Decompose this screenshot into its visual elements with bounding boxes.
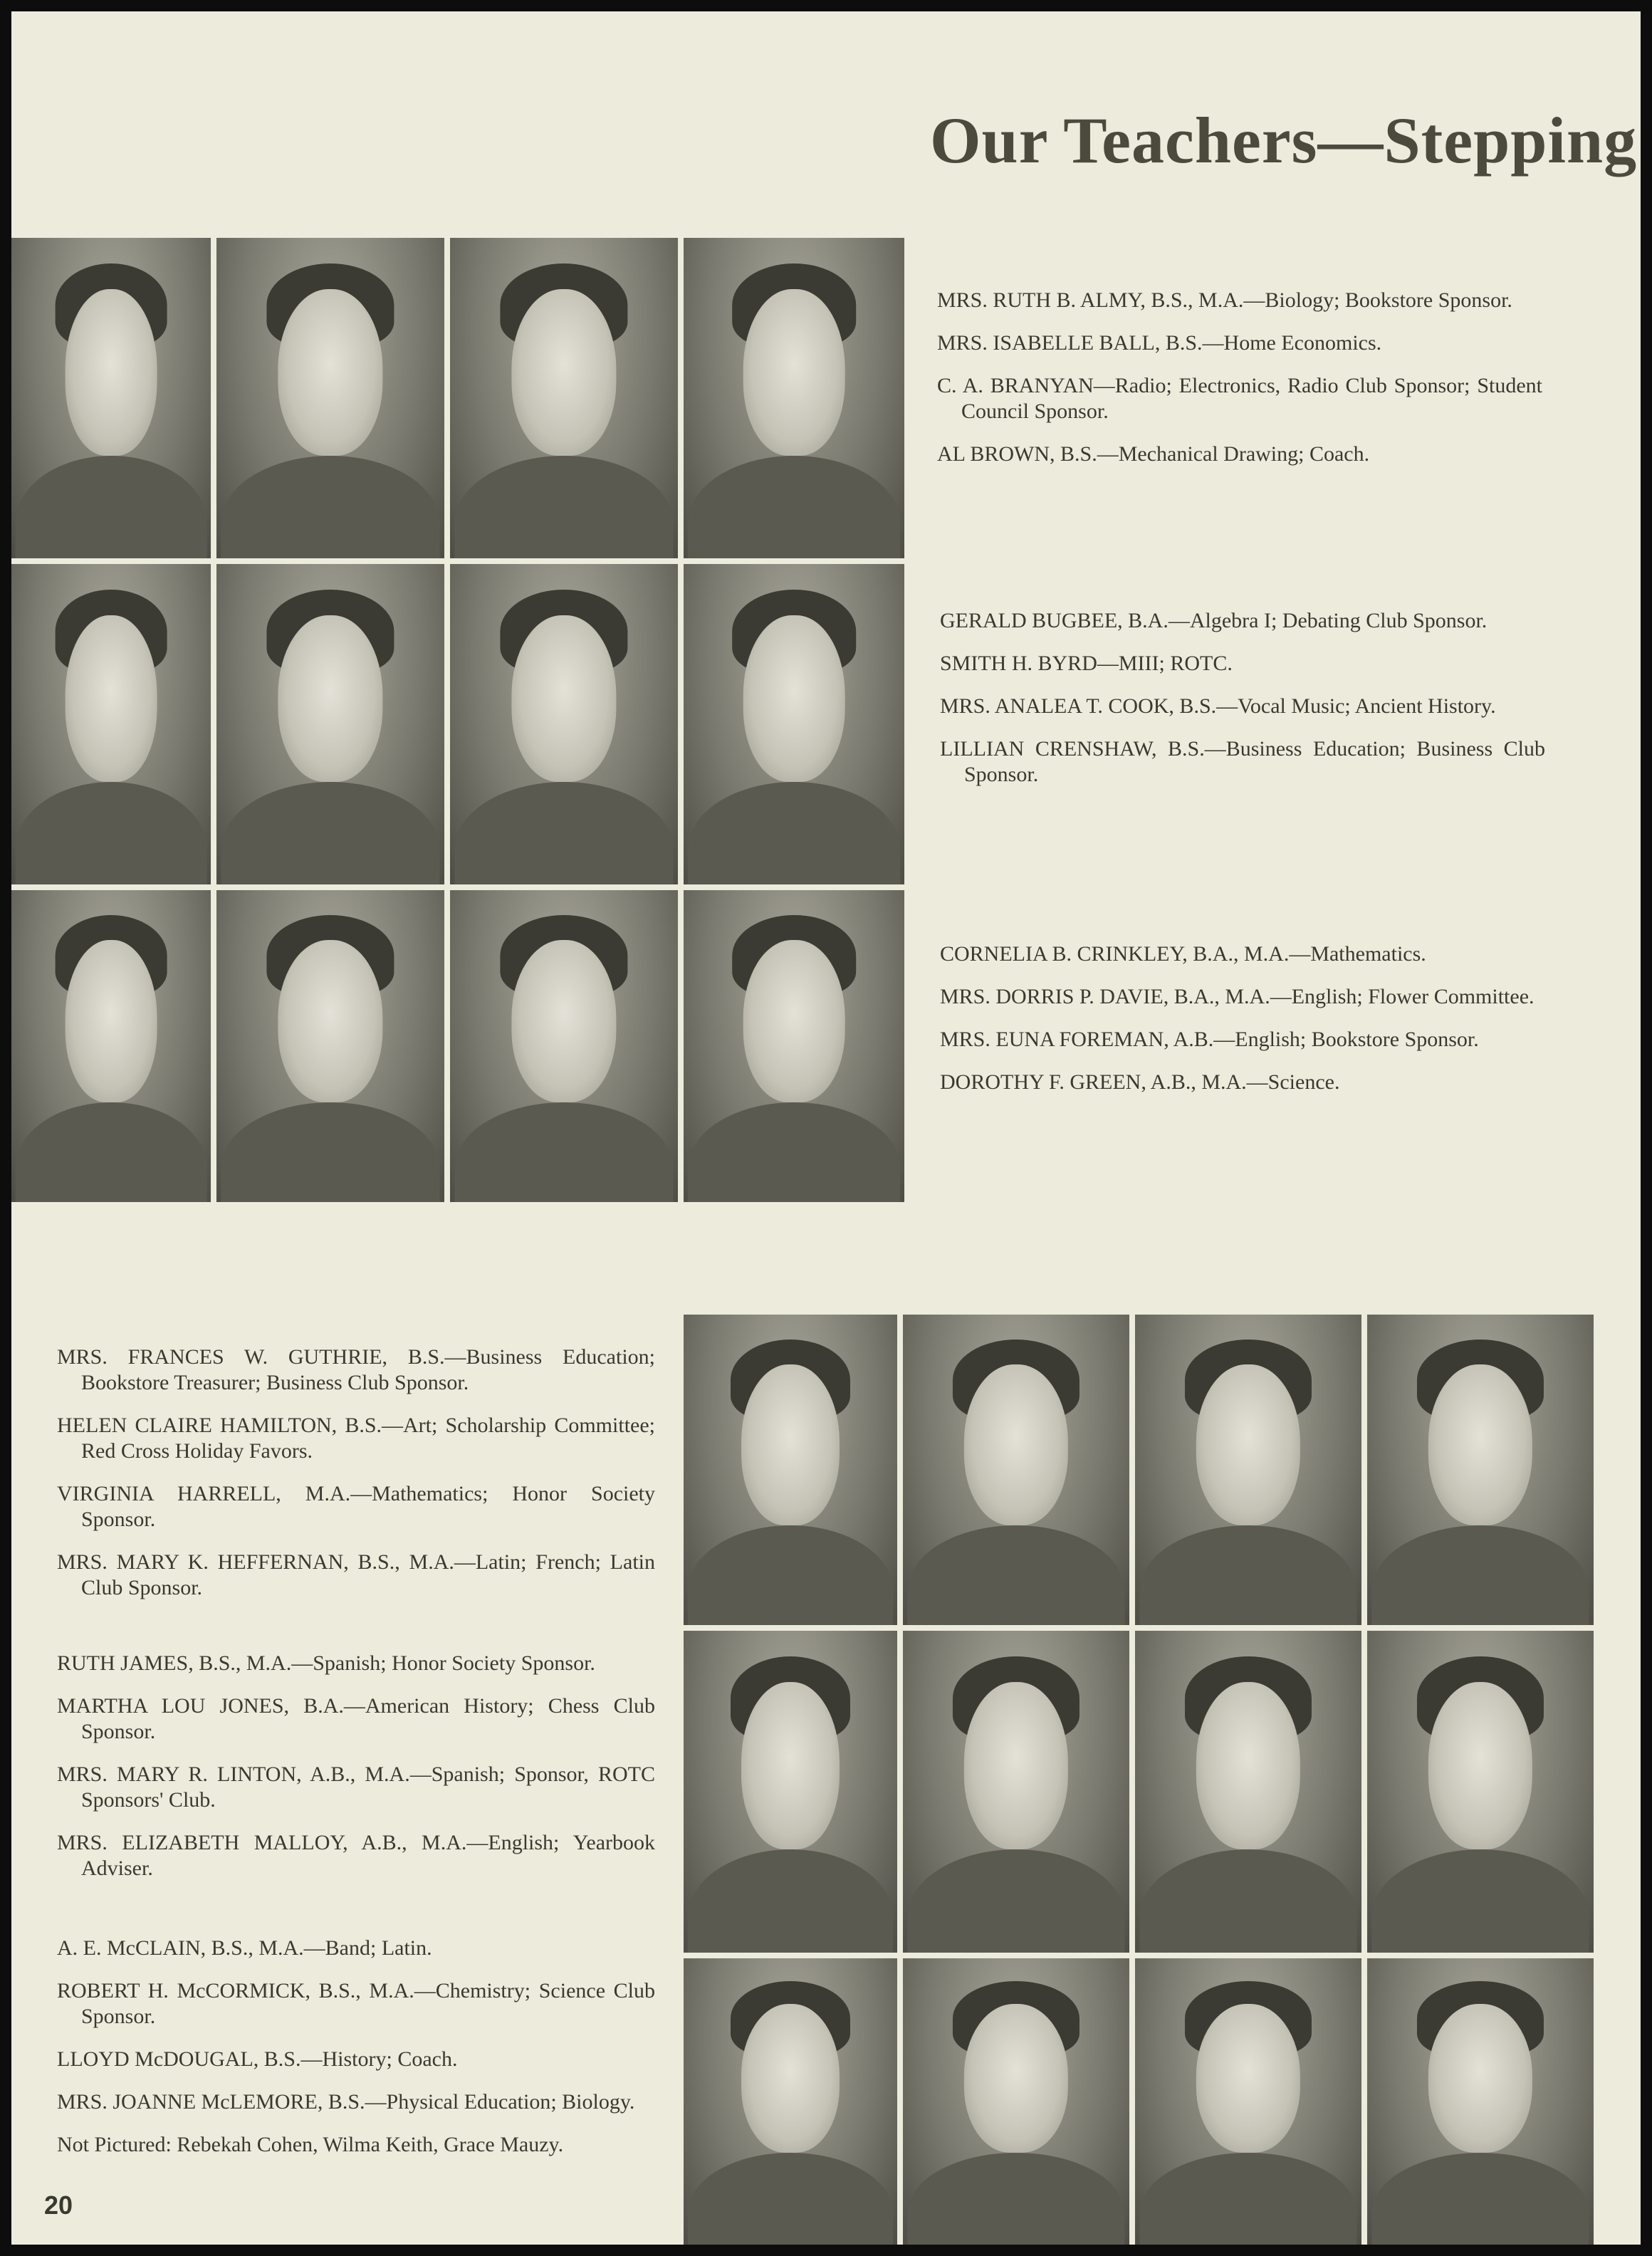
teacher-entry: DOROTHY F. GREEN, A.B., M.A.—Science. [940,1070,1340,1094]
teacher-entry: RUTH JAMES, B.S., M.A.—Spanish; Honor Society Sponsor. [57,1651,595,1675]
portrait-photo [450,564,678,884]
lower-caption-group-1 [57,1344,655,1601]
portrait-photo [1367,1315,1594,1625]
teacher-entry: MARTHA LOU JONES, B.A.—American History; Chess Club Sponsor. [57,1694,655,1743]
portrait-photo [216,238,444,558]
portrait-photo [903,1631,1129,1953]
teacher-entry: LLOYD McDOUGAL, B.S.—History; Coach. [57,2047,458,2071]
teacher-entry: SMITH H. BYRD—MIII; ROTC. [940,652,1233,675]
portrait-photo [684,238,904,558]
portrait-photo [684,1631,897,1953]
teacher-entry: MRS. ELIZABETH MALLOY, A.B., M.A.—English; Yearbook Adviser. [57,1831,655,1880]
upper-caption-group-2 [940,608,1545,788]
yearbook-page [11,11,1641,2245]
portrait-photo [903,1315,1129,1625]
teacher-entry: MRS. ANALEA T. COOK, B.S.—Vocal Music; Ancient History. [940,694,1496,718]
portrait-photo [11,890,211,1202]
portrait-photo [1135,1631,1361,1953]
teacher-entry: MRS. EUNA FOREMAN, A.B.—English; Bookstore Sponsor. [940,1028,1479,1051]
portrait-photo [11,238,211,558]
teacher-entry: GERALD BUGBEE, B.A.—Algebra I; Debating Club Sponsor. [940,609,1488,632]
lower-caption-group-3 [57,1936,655,2158]
not-pictured-note: Not Pictured: Rebekah Cohen, Wilma Keith, Grace Mauzy. [57,2133,564,2156]
teacher-entry: MRS. MARY R. LINTON, A.B., M.A.—Spanish; Sponsor, ROTC Sponsors' Club. [57,1762,655,1812]
portrait-photo [1367,1958,1594,2245]
teacher-entry: ROBERT H. McCORMICK, B.S., M.A.—Chemistry; Science Club Sponsor. [57,1979,655,2028]
upper-caption-group-3 [940,941,1545,1095]
upper-portrait-grid [11,238,904,1202]
portrait-photo [903,1958,1129,2245]
portrait-photo [450,238,678,558]
teacher-entry: HELEN CLAIRE HAMILTON, B.S.—Art; Scholarship Committee; Red Cross Holiday Favors. [57,1414,655,1463]
teacher-entry: AL BROWN, B.S.—Mechanical Drawing; Coach. [937,442,1370,466]
portrait-photo [684,1315,897,1625]
teacher-entry: A. E. McCLAIN, B.S., M.A.—Band; Latin. [57,1936,432,1960]
teacher-entry: LILLIAN CRENSHAW, B.S.—Business Education; Business Club Sponsor. [940,737,1545,786]
lower-caption-group-2 [57,1651,655,1881]
portrait-photo [1135,1315,1361,1625]
page-number: 20 [44,2190,73,2220]
upper-caption-group-1 [937,288,1542,467]
portrait-photo [450,890,678,1202]
teacher-entry: C. A. BRANYAN—Radio; Electronics, Radio Club Sponsor; Student Council Sponsor. [937,374,1542,423]
portrait-photo [216,564,444,884]
teacher-entry: MRS. JOANNE McLEMORE, B.S.—Physical Education; Biology. [57,2090,635,2114]
portrait-photo [216,890,444,1202]
teacher-entry: MRS. RUTH B. ALMY, B.S., M.A.—Biology; Bookstore Sponsor. [937,288,1512,312]
page-title: Our Teachers—Stepping [930,104,1638,177]
teacher-entry: MRS. ISABELLE BALL, B.S.—Home Economics. [937,331,1382,355]
teacher-entry: CORNELIA B. CRINKLEY, B.A., M.A.—Mathematics. [940,942,1426,966]
portrait-photo [684,890,904,1202]
portrait-photo [11,564,211,884]
teacher-entry: MRS. MARY K. HEFFERNAN, B.S., M.A.—Latin; French; Latin Club Sponsor. [57,1550,655,1599]
portrait-photo [684,1958,897,2245]
lower-portrait-grid [684,1315,1611,2245]
portrait-photo [1135,1958,1361,2245]
teacher-entry: MRS. FRANCES W. GUTHRIE, B.S.—Business Education; Bookstore Treasurer; Business Club Sponsor. [57,1345,655,1394]
teacher-entry: VIRGINIA HARRELL, M.A.—Mathematics; Honor Society Sponsor. [57,1482,655,1531]
portrait-photo [684,564,904,884]
teacher-entry: MRS. DORRIS P. DAVIE, B.A., M.A.—English; Flower Committee. [940,985,1535,1008]
portrait-photo [1367,1631,1594,1953]
